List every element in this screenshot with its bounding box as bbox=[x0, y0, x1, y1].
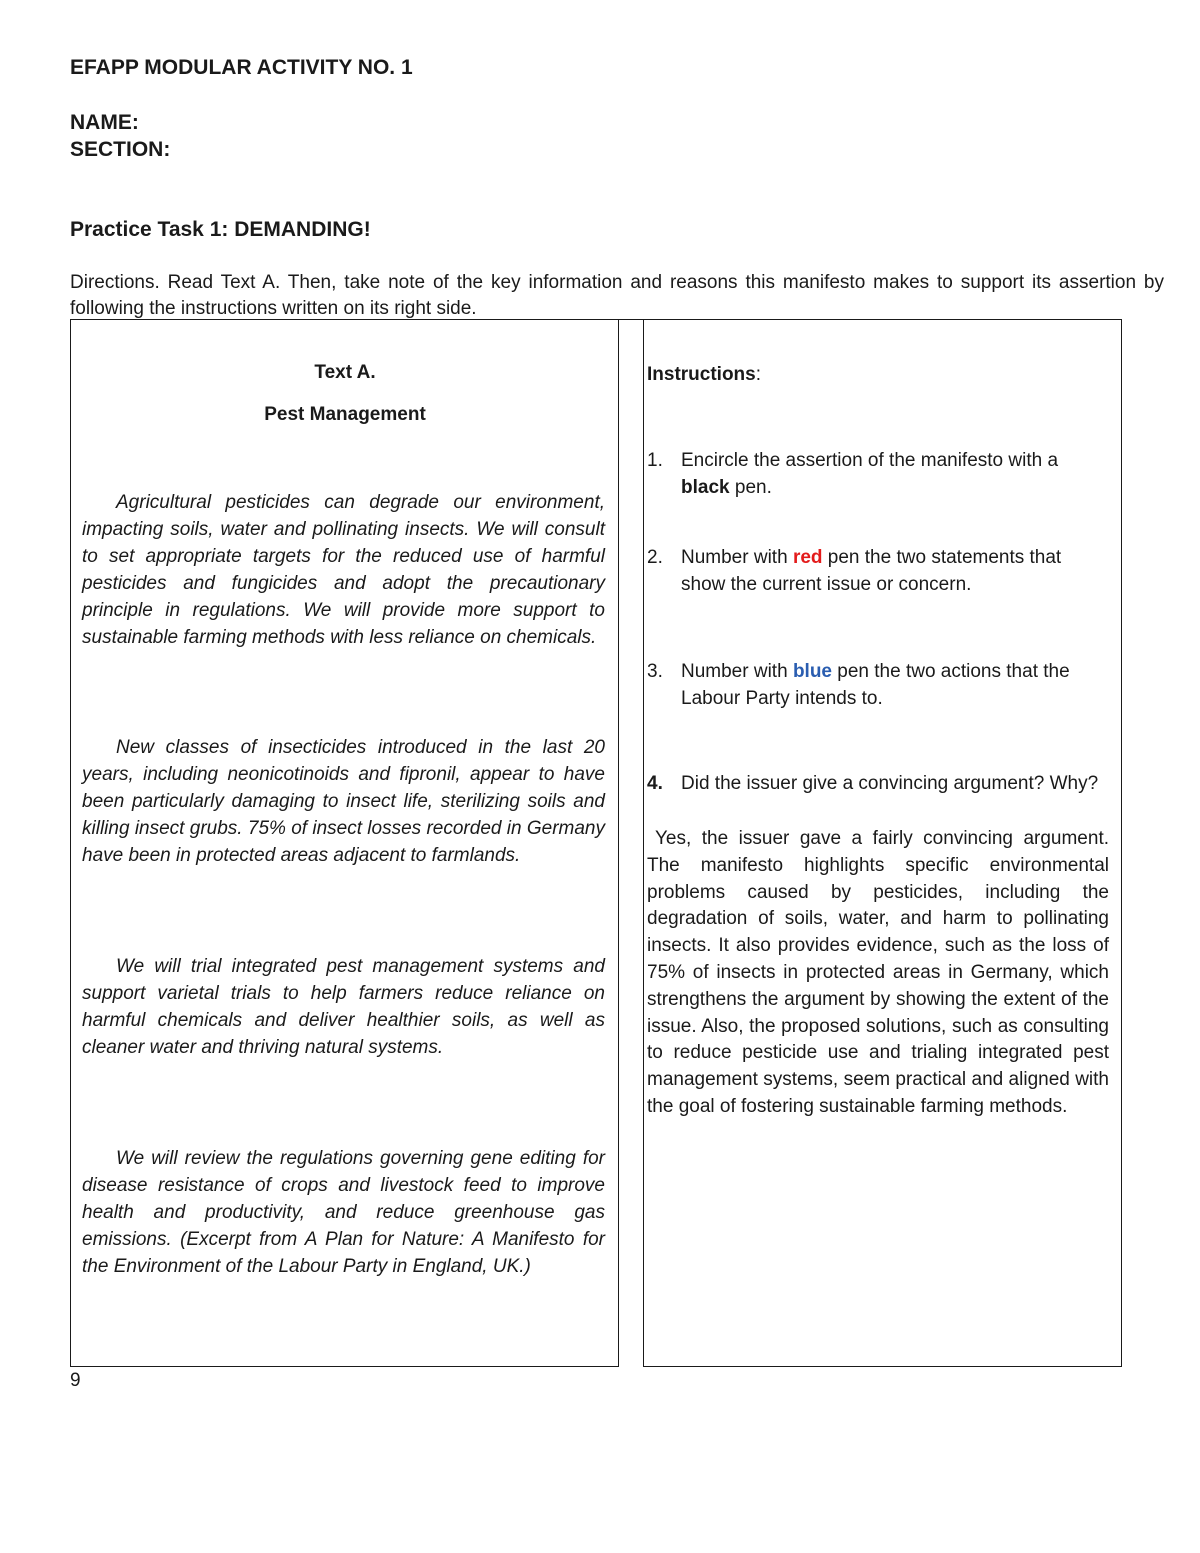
instruction-item-3 bbox=[647, 658, 1109, 712]
instructions-heading bbox=[647, 364, 761, 386]
instruction-highlight-red: red bbox=[792, 547, 823, 568]
instruction-number: 1. bbox=[647, 450, 663, 471]
instruction-text-end: pen. bbox=[734, 477, 772, 498]
text-a-paragraph-3: We will trial integrated pest management systems and support varietal trials to help farmers reduce reliance on harmful chemicals and deliver healthier soils, as well as cleaner water and thriving natural systems. bbox=[82, 956, 605, 1058]
instructions-heading-label: Instructions bbox=[647, 364, 756, 385]
instruction-highlight-black: black bbox=[681, 477, 730, 498]
text-a-title: Text A. bbox=[314, 362, 376, 383]
instruction-text: Number with bbox=[681, 547, 788, 568]
page-number: 9 bbox=[70, 1370, 81, 1391]
instruction-text-end: pen the two actions that the Labour Party intends to. bbox=[681, 661, 1070, 709]
instruction-text-end: pen the two statements that show the current issue or concern. bbox=[681, 547, 1062, 595]
name-label: NAME: bbox=[70, 111, 139, 134]
instruction-text: Encircle the assertion of the manifesto with a bbox=[681, 450, 1059, 471]
instruction-number: 4. bbox=[647, 773, 663, 794]
document-title: EFAPP MODULAR ACTIVITY NO. 1 bbox=[70, 56, 413, 79]
text-a-paragraph-4: We will review the regulations governing gene editing for disease resistance of crops and livestock feed to improve health and productivity, and reduce greenhouse gas emissions. (Excerpt from A Plan for Nature: A Manifesto for the Environment of the Labour Party in England, UK.) bbox=[82, 1148, 605, 1277]
text-a-paragraph-2: New classes of insecticides introduced in the last 20 years, including neonicotinoids and fipronil, appear to have been particularly damaging to insect life, sterilizing soils and killing insect grubs. 75% of insect losses recorded in Germany have been in protected areas adjacent to farmlands. bbox=[82, 737, 605, 866]
text-a-subtitle: Pest Management bbox=[264, 404, 426, 425]
section-label: SECTION: bbox=[70, 138, 171, 161]
table-top-border bbox=[619, 319, 643, 320]
answer-body: Yes, the issuer gave a fairly convincing argument. The manifesto highlights specific environmental problems caused by pesticides, including the degradation of soils, water, and harm to pollinating insects. It also provides evidence, such as the loss of 75% of insects in protected areas in Germany, which strengthens the argument by showing the extent of the issue. Also, the proposed solutions, such as consulting to reduce pesticide use and trialing integrated pest management systems, seem practical and aligned with the goal of fostering sustainable farming methods. bbox=[647, 828, 1109, 1117]
instruction-text: Number with bbox=[681, 661, 788, 682]
task-title: Practice Task 1: DEMANDING! bbox=[70, 218, 371, 241]
instructions-heading-colon: : bbox=[755, 364, 762, 385]
instruction-number: 3. bbox=[647, 661, 663, 682]
instruction-item-2 bbox=[647, 544, 1109, 598]
answer-text bbox=[647, 826, 1109, 1121]
instruction-highlight-blue: blue bbox=[792, 661, 832, 682]
directions-text: Directions. Read Text A. Then, take note of the key information and reasons this manifesto makes to support its assertion by following the instructions written on its right side. bbox=[70, 272, 1164, 319]
instruction-item-1 bbox=[647, 447, 1109, 501]
instruction-text: Did the issuer give a convincing argument? Why? bbox=[681, 773, 1099, 794]
text-a-paragraph-1: Agricultural pesticides can degrade our environment, impacting soils, water and pollinating insects. We will consult to set appropriate targets for the reduced use of harmful pesticides and fungicides and adopt the precautionary principle in regulations. We will provide more support to sustainable farming methods with less reliance on chemicals. bbox=[82, 492, 605, 648]
instruction-item-4 bbox=[647, 770, 1109, 797]
instruction-number: 2. bbox=[647, 547, 663, 568]
